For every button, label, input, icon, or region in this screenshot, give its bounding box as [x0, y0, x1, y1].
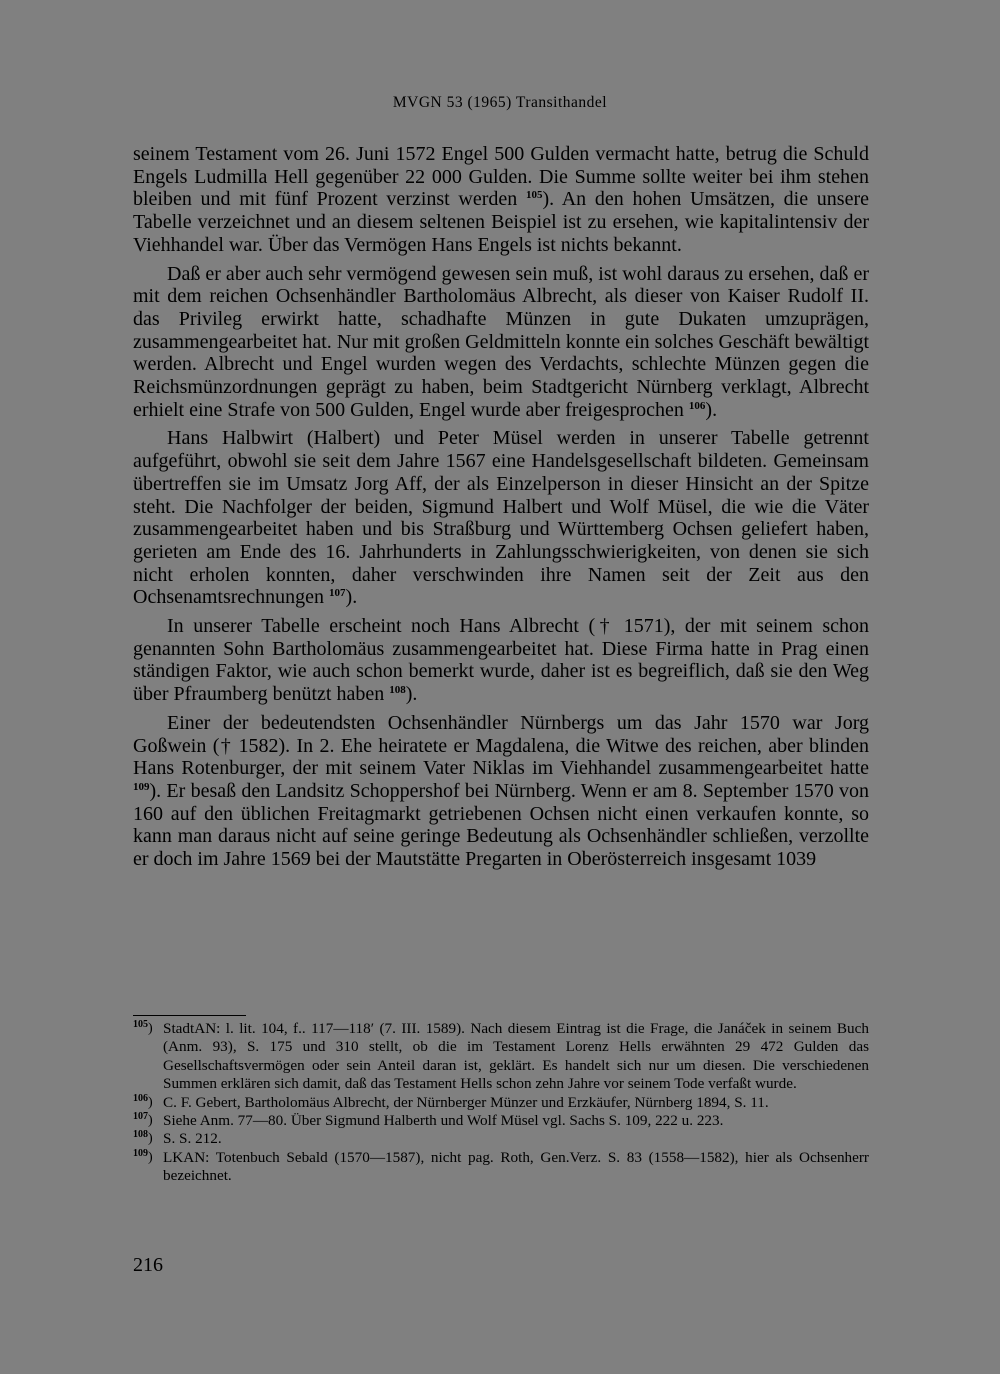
footnote-number: $^{108}$)	[133, 1129, 153, 1147]
paragraph-text: seinem Testament vom 26. Juni 1572 Engel 500 Gulden vermacht hatte, betrug die Schuld Engels Ludmilla Hell gegenüber 22 000 Gulden. Die Summe sollte weiter bei ihm stehen bleiben und mit fünf Prozent verzinst werden	[133, 143, 869, 211]
paragraph-text: Daß er aber auch sehr vermögend gewesen sein muß, ist wohl daraus zu ersehen, daß er mit dem reichen Ochsenhändler Bartholomäus Albrecht, als dieser von Kaiser Rudolf II. das Privileg erwirkt hatte, schadhafte Münzen in gute Dukaten umzuprägen, zusammengearbeitet hat. Nur mit großen Geldmitteln konnte ein solches Geschäft bewältigt werden. Albrecht und Engel wurden wegen des Verdachts, schlechte Münzen gegen die Reichsmünzordnungen geprägt zu haben, beim Stadtgericht Nürnberg verklagt, Albrecht erhielt eine Strafe von 500 Gulden, Engel wurde aber freigesprochen	[133, 262, 869, 421]
footnote-number-text: 109	[133, 1147, 148, 1159]
footnote-number-text: 107	[133, 1111, 148, 1123]
footnote-ref-105[interactable]: 105	[525, 189, 543, 202]
paragraph-text: In unserer Tabelle erscheint noch Hans Albrecht († 1571), der mit seinem schon genannten Sohn Bartholomäus zusammengearbeitet hat. Diese Firma hatte in Prag einen ständigen Faktor, wie auch schon bemerkt wurde, daher ist es begreiflich, daß sie den Weg über Pfraumberg benützt haben	[133, 615, 869, 706]
footnote-ref-108[interactable]: 108	[389, 684, 406, 697]
paragraph-5	[133, 712, 869, 871]
footnote-number-text: 106	[133, 1092, 148, 1104]
paragraph-tail: ).	[405, 683, 418, 706]
footnote-number: $^{105}$)	[133, 1019, 153, 1036]
paragraph-2	[133, 263, 869, 422]
footnote-109	[133, 1149, 869, 1186]
footnotes	[133, 1020, 869, 1186]
footnote-number: $^{107}$)	[133, 1111, 153, 1129]
footnote-107	[133, 1112, 869, 1130]
paragraph-3	[133, 427, 869, 609]
footnote-number-text: 105	[133, 1019, 148, 1030]
footnote-108	[133, 1130, 869, 1148]
footnote-number: $^{109}$)	[133, 1147, 153, 1165]
paragraph-text: Hans Halbwirt (Halbert) und Peter Müsel werden in unserer Tabelle getrennt aufgeführt, obwohl sie seit dem Jahre 1567 eine Handelsgesellschaft bildeten. Gemeinsam übertreffen sie im Umsatz Jorg Aff, der als Einzelperson in dieser Hinsicht an der Spitze steht. Die Nachfolger der beiden, Sigmund Halbert und Wolf Müsel, die wie die Väter zusammengearbeitet haben und bis Straßburg und Württemberg Ochsen geliefert haben, gerieten am Ende des 16. Jahrhunderts in Zahlungsschwierigkeiten, von denen sie sich nicht erholen konnten, daher verschwinden ihre Namen seit der Zeit aus den Ochsenamtsrechnungen	[133, 427, 869, 609]
footnote-ref-106[interactable]: 106	[688, 399, 706, 412]
paragraph-text: Einer der bedeutendsten Ochsenhändler Nürnbergs um das Jahr 1570 war Jorg Goßwein († 1582). In 2. Ehe heiratete er Magdalena, die Witwe des reichen, aber blinden Hans Rotenburger, der mit seinem Vater Niklas im Viehhandel zusammengearbeitet hatte	[133, 711, 869, 780]
paragraph-tail: ). Er besaß den Landsitz Schoppershof bei Nürnberg. Wenn er am 8. September 1570 von 160 auf den üblichen Freitagmarkt getriebenen Ochsen nicht einen verkaufen konnte, so kann man daraus nicht auf seine geringe Bedeutung als Ochsenhändler schließen, verzollte er doch im Jahre 1569 bei der Mautstätte Pregarten in Oberösterreich insgesamt 1039	[133, 779, 869, 871]
footnote-text: S. S. 212.	[163, 1130, 222, 1148]
paragraph-4	[133, 615, 869, 706]
body-text	[133, 143, 869, 877]
footnote-105	[133, 1020, 869, 1094]
footnote-text: StadtAN: l. lit. 104, f.. 117—118′ (7. III. 1589). Nach diesem Eintrag ist die Frage, die Janáček in seinem Buch (Anm. 93), S. 175 und 310 stellt, ob die im Testament Lorenz Hells erwähnten 29 472 Gulden das Gesellschaftsvermögen oder sein Anteil daran ist, geklärt. Es handelt sich nur um diesen. Die verschiedenen Summen erklären sich damit, daß das Testament Hells schon zehn Jahre vor seinem Tode verfaßt wurde.	[163, 1020, 869, 1093]
footnote-text: C. F. Gebert, Bartholomäus Albrecht, der Nürnberger Münzer und Erzkäufer, Nürnberg 1894, S. 11.	[163, 1093, 769, 1111]
paragraph-1	[133, 143, 869, 257]
footnote-ref-109[interactable]: 109	[133, 780, 150, 793]
footnote-text: LKAN: Totenbuch Sebald (1570—1587), nicht pag. Roth, Gen.Verz. S. 83 (1558—1582), hier als Ochsenherr bezeichnet.	[163, 1148, 869, 1185]
footnote-text: Siehe Anm. 77—80. Über Sigmund Halberth und Wolf Müsel vgl. Sachs S. 109, 222 u. 223.	[163, 1112, 724, 1130]
paragraph-tail: ).	[705, 398, 718, 421]
paragraph-tail: ).	[345, 586, 358, 609]
running-header: MVGN 53 (1965) Transithandel	[392, 94, 608, 111]
page-number: 216	[133, 1254, 163, 1276]
paragraph-tail: ). An den hohen Umsätzen, die unsere Tabelle verzeichnet und an diesem seltenen Beispiel ist zu ersehen, wie kapitalintensiv der Viehhandel war. Über das Vermögen Hans Engels ist nichts bekannt.	[133, 188, 870, 256]
footnote-number: $^{106}$)	[133, 1092, 153, 1110]
footnote-divider	[133, 1015, 246, 1016]
footnote-106	[133, 1094, 869, 1112]
footnote-ref-107[interactable]: 107	[329, 587, 346, 600]
footnote-number-text: 108	[133, 1129, 148, 1141]
